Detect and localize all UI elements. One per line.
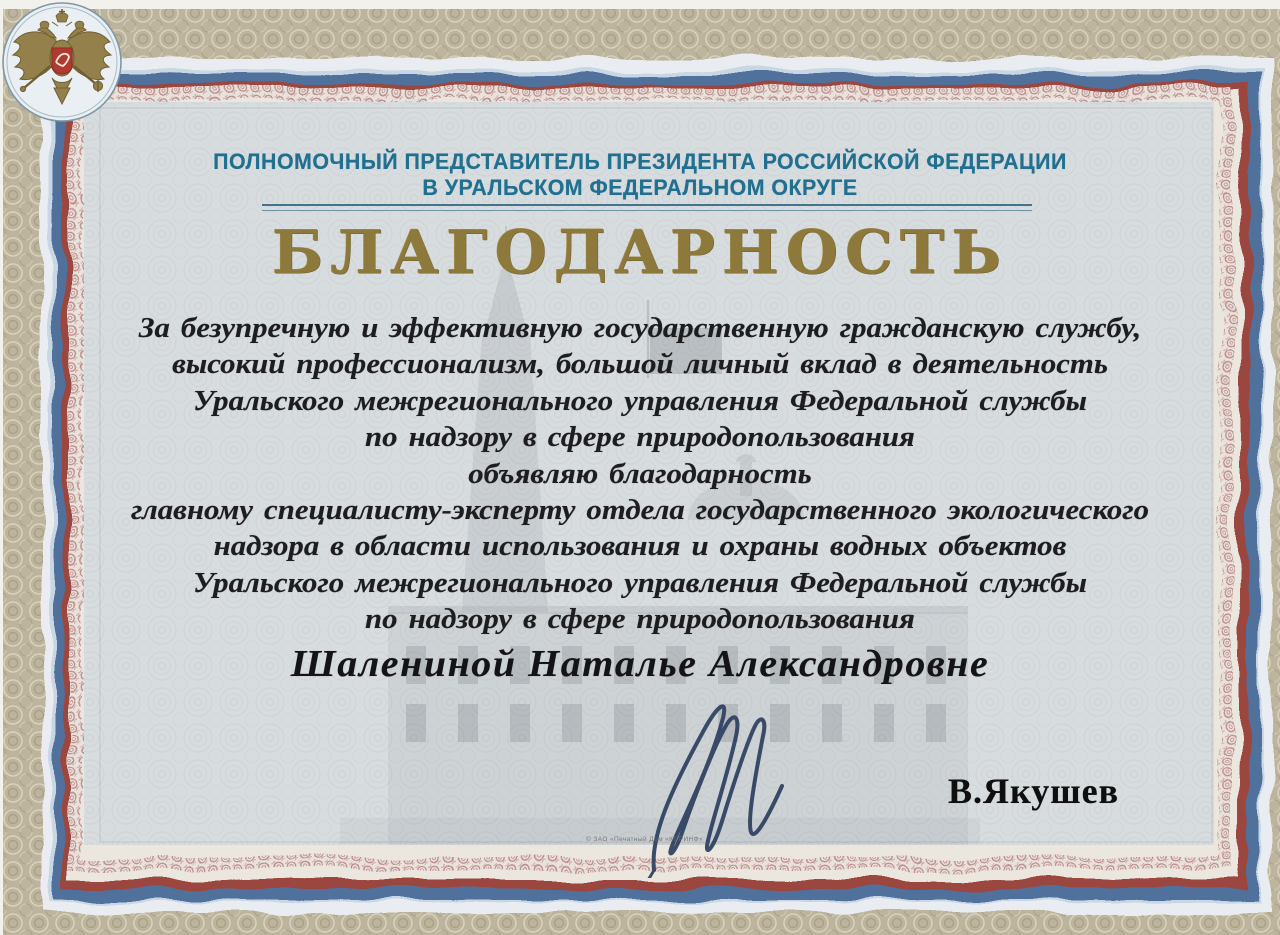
recipient-name: Шалениной Наталье Александровне [290, 643, 990, 685]
body-line: по надзору в сфере природопользования [365, 422, 915, 454]
body-line: Уральского межрегионального управления Федеральной службы [192, 567, 1088, 599]
coat-of-arms-emblem [0, 0, 124, 126]
body-line: главному специалисту-эксперту отдела государственного экологического [131, 495, 1149, 527]
issuer-header [103, 149, 1177, 201]
printer-imprint: © ЗАО «Печатный Дом «КОРИНФ» [586, 836, 704, 843]
signature-ink [592, 678, 872, 878]
body-line: высокий профессионализм, большой личный вклад в деятельность [172, 349, 1108, 381]
certificate-title: БЛАГОДАРНОСТЬ [271, 218, 1009, 288]
body-line: Уральского межрегионального управления Федеральной службы [192, 385, 1088, 417]
issuer-line-2: В УРАЛЬСКОМ ФЕДЕРАЛЬНОМ ОКРУГЕ [422, 175, 858, 200]
body-line: по надзору в сфере природопользования [365, 604, 915, 636]
body-line: объявляю благодарность [468, 458, 812, 490]
header-divider-rule [262, 204, 1032, 211]
signer-name: В.Якушев [948, 771, 1120, 811]
body-line: надзора в области использования и охраны водных объектов [213, 531, 1067, 563]
issuer-line-1: ПОЛНОМОЧНЫЙ ПРЕДСТАВИТЕЛЬ ПРЕЗИДЕНТА РОССИЙСКОЙ ФЕДЕРАЦИИ [213, 149, 1067, 174]
certificate-body [19, 311, 1262, 639]
body-line: За безупречную и эффективную государственную гражданскую службу, [138, 313, 1142, 344]
